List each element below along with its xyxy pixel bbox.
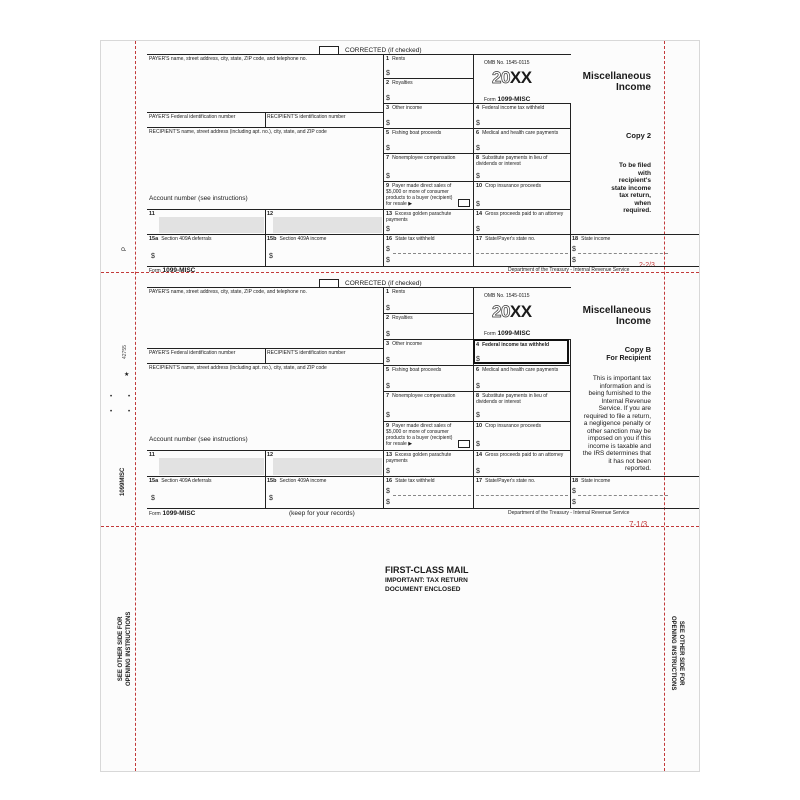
box-3-dollar: $: [386, 120, 390, 127]
form-word: Form: [484, 331, 496, 337]
box-13-dollar: $: [386, 468, 390, 475]
form-word: Form: [149, 268, 161, 274]
box-9-text: Payer made direct sales of $5,000 or more of consumer products to a buyer (recipient) for resale ▶: [386, 423, 453, 447]
year-label: [492, 68, 532, 88]
year-prefix: 20: [492, 68, 510, 87]
box-2-dollar: $: [386, 331, 390, 338]
box-16-dollar: $: [386, 257, 390, 264]
rule: [147, 287, 571, 288]
box-8-dollar: $: [476, 412, 480, 419]
box-5-num: 5: [386, 367, 390, 373]
rule: [383, 476, 699, 477]
rule: [147, 209, 383, 210]
box-1-dollar: $: [386, 70, 390, 77]
box-3-num: 3: [386, 105, 390, 111]
account-note: (see instructions): [198, 436, 248, 443]
side-line: a negligence penalty or: [583, 420, 651, 427]
form-name-box: [484, 330, 530, 337]
account-note: (see instructions): [198, 195, 248, 202]
box-18-text: State income: [581, 478, 611, 484]
box-16-dollar: $: [386, 246, 390, 253]
box-13-text: Excess golden parachute payments: [386, 211, 452, 223]
box-12-label: [267, 452, 276, 458]
box-15a-num: 15a: [149, 478, 159, 484]
corrected-label: CORRECTED (if checked): [345, 280, 422, 287]
box-17-divider: [476, 253, 568, 254]
rule: [383, 209, 571, 210]
box-14-label: [476, 211, 566, 217]
side-line: required to file a return,: [583, 412, 651, 420]
box-16-dollar: $: [386, 488, 390, 495]
rule: [147, 508, 699, 509]
important-tax-return: IMPORTANT: TAX RETURN: [385, 577, 468, 584]
box-12-num: 12: [267, 452, 274, 458]
box-2-label: [386, 315, 413, 321]
box-15a-text: Section 409A deferrals: [161, 236, 212, 242]
box-1-label: [386, 289, 405, 295]
form-word: Form: [484, 97, 496, 103]
document-enclosed: DOCUMENT ENCLOSED: [385, 586, 461, 593]
recipient-tin-label: RECIPIENT'S identification number: [267, 114, 346, 120]
payer-tin-label: PAYER'S Federal identification number: [149, 350, 236, 356]
star-mark: ★: [124, 372, 130, 378]
box-12-num: 12: [267, 211, 274, 217]
box-4-dollar: $: [476, 356, 480, 363]
account-label-text: Account number: [149, 195, 197, 202]
box-18-divider: [578, 495, 668, 496]
rule: [265, 112, 266, 127]
middle-perforation: [101, 526, 699, 527]
box-1-label: [386, 56, 405, 62]
box-4-num: 4: [476, 105, 480, 111]
box-16-dollar: $: [386, 499, 390, 506]
box-14-num: 14: [476, 211, 483, 217]
box-15b-text: Section 409A income: [279, 236, 327, 242]
box-18-label: [572, 236, 610, 242]
copy-b-side-text: [571, 375, 651, 473]
box-6-num: 6: [476, 367, 480, 373]
box-2-text: Royalties: [392, 80, 413, 86]
box-10-num: 10: [476, 423, 483, 429]
rule: [147, 348, 383, 349]
vertical-number: 42755: [122, 345, 128, 359]
box-17-label: [476, 478, 535, 484]
box-18-text: State income: [581, 236, 611, 242]
box-11-num: 11: [149, 211, 155, 217]
first-class-mail: FIRST-CLASS MAIL: [385, 565, 469, 575]
rule: [383, 234, 699, 235]
box-13-label: [386, 211, 471, 223]
box-1-num: 1: [386, 56, 390, 62]
box-3-text: Other income: [392, 341, 423, 347]
box-4-num: 4: [476, 342, 480, 348]
box-15b-dollar: $: [269, 495, 273, 502]
opening-line: OPENING INSTRUCTIONS: [126, 611, 132, 686]
box-3-dollar: $: [386, 357, 390, 364]
keep-records-note: (keep for your records): [289, 510, 355, 517]
box-2-label: [386, 80, 413, 86]
box-7-dollar: $: [386, 173, 390, 180]
form-title: [571, 71, 651, 93]
side-line: income is taxable and: [588, 442, 651, 450]
box-5-text: Fishing boat proceeds: [392, 367, 442, 373]
box-6-label: [476, 367, 558, 373]
box-1-num: 1: [386, 289, 390, 295]
department-label: Department of the Treasury - Internal Revenue Service: [508, 510, 630, 516]
year-suffix: XX: [509, 68, 532, 87]
box-9-label: [386, 183, 456, 207]
box-16-label: [386, 478, 435, 484]
omb-number: OMB No. 1545-0115: [484, 293, 530, 299]
box-9-checkbox[interactable]: [458, 440, 470, 448]
dot-mark: •: [128, 394, 131, 400]
box-17-text: State/Payer's state no.: [485, 478, 536, 484]
corrected-label: CORRECTED (if checked): [345, 47, 422, 54]
rule: [383, 450, 571, 451]
box-11-shade: [159, 458, 264, 475]
box-12-shade: [273, 458, 382, 475]
rule: [383, 153, 571, 154]
box-3-num: 3: [386, 341, 390, 347]
side-line: being furnished to the: [588, 390, 651, 397]
box-14-num: 14: [476, 452, 483, 458]
copy-2-side-text: [571, 162, 651, 215]
box-16-num: 16: [386, 478, 393, 484]
left-opening-instructions: [117, 612, 133, 686]
side-line: To be filed: [618, 162, 651, 169]
title-line-2: Income: [615, 316, 651, 327]
rule: [383, 181, 571, 182]
account-label: [149, 436, 248, 443]
rule: [383, 128, 571, 129]
box-8-num: 8: [476, 155, 480, 161]
form-name: 1099-MISC: [162, 267, 196, 274]
box-8-num: 8: [476, 393, 480, 399]
box-8-dollar: $: [476, 173, 480, 180]
box-1-text: Rents: [392, 56, 406, 62]
title-line-1: Miscellaneous: [582, 71, 651, 82]
box-8-label: [476, 155, 568, 167]
box-10-dollar: $: [476, 201, 480, 208]
recipient-tin-label: RECIPIENT'S identification number: [267, 350, 346, 356]
box-10-label: [476, 423, 541, 429]
right-opening-instructions: [669, 616, 685, 690]
opening-line: OPENING INSTRUCTIONS: [670, 616, 676, 691]
box-11-shade: [159, 217, 264, 233]
box-13-num: 13: [386, 452, 393, 458]
box-5-label: [386, 130, 441, 136]
box-18-dollar: $: [572, 257, 576, 264]
box-14-dollar: $: [476, 226, 480, 233]
box-17-label: [476, 236, 535, 242]
side-line: information and is: [599, 382, 651, 390]
box-11-label: [149, 452, 158, 458]
rule: [383, 78, 473, 79]
side-line: state income: [611, 184, 651, 192]
rule: [147, 234, 383, 235]
recipient-name-label: RECIPIENT'S name, street address (including apt. no.), city, state, and ZIP code: [149, 365, 327, 371]
box-7-text: Nonemployee compensation: [392, 393, 456, 399]
title-line-2: Income: [615, 82, 651, 93]
box-17-divider: [476, 495, 568, 496]
box-7-text: Nonemployee compensation: [392, 155, 456, 161]
box-3-text: Other income: [392, 105, 423, 111]
side-line: reported.: [624, 465, 651, 472]
copy-label: [571, 345, 651, 363]
box-5-text: Fishing boat proceeds: [392, 130, 442, 136]
box-6-dollar: $: [476, 145, 480, 152]
rule: [383, 103, 571, 104]
box-11-num: 11: [149, 452, 155, 458]
form-name: 1099-MISC: [162, 510, 196, 517]
box-15a-num: 15a: [149, 236, 159, 242]
rule: [147, 450, 383, 451]
box-6-dollar: $: [476, 383, 480, 390]
side-line: This is important tax: [592, 375, 651, 382]
box-2-text: Royalties: [392, 315, 413, 321]
rule: [383, 313, 473, 314]
box-10-text: Crop insurance proceeds: [485, 183, 541, 189]
rule: [147, 363, 383, 364]
box-13-label: [386, 452, 471, 464]
box-8-text: Substitute payments in lieu of dividends or interest: [476, 155, 548, 167]
box-8-label: [476, 393, 568, 405]
box-15a-text: Section 409A deferrals: [161, 478, 212, 484]
box-13-text: Excess golden parachute payments: [386, 452, 452, 464]
box-18-dollar: $: [572, 499, 576, 506]
box-15a-dollar: $: [151, 495, 155, 502]
box-4-text: Federal income tax withheld: [482, 342, 550, 348]
side-line: Internal Revenue: [601, 397, 651, 405]
department-label: Department of the Treasury - Internal Revenue Service: [508, 267, 630, 273]
side-line: it has not been: [608, 457, 651, 465]
box-4-dollar: $: [476, 120, 480, 127]
box-15b-dollar: $: [269, 253, 273, 260]
rule: [383, 391, 571, 392]
copy-b-label: Copy B: [624, 345, 651, 354]
box-18-dollar: $: [572, 488, 576, 495]
box-5-num: 5: [386, 130, 390, 136]
box-8-text: Substitute payments in lieu of dividends or interest: [476, 393, 548, 405]
box-16-divider: [393, 253, 471, 254]
box-2-num: 2: [386, 80, 390, 86]
box-18-divider: [578, 253, 668, 254]
box-2-dollar: $: [386, 95, 390, 102]
recipient-name-label: RECIPIENT'S name, street address (including apt. no.), city, state, and ZIP code: [149, 129, 327, 135]
box-18-num: 18: [572, 478, 579, 484]
box-14-text: Gross proceeds paid to an attorney: [485, 211, 564, 217]
box-9-label: [386, 423, 456, 447]
vertical-form-code: 1099MISC: [120, 467, 126, 496]
form-footer: [149, 267, 195, 274]
box-16-divider: [393, 495, 471, 496]
copy-b: [101, 275, 699, 525]
tick-mark-upper: 2-2/3: [639, 262, 655, 269]
omb-number: OMB No. 1545-0115: [484, 60, 530, 66]
payer-name-label: PAYER'S name, street address, city, state, ZIP code, and telephone no.: [149, 289, 307, 295]
rule: [265, 450, 266, 508]
box-15b-num: 15b: [267, 478, 277, 484]
opening-line: SEE OTHER SIDE FOR: [118, 616, 124, 682]
dot-mark: •: [110, 394, 113, 400]
box-9-num: 9: [386, 423, 390, 429]
box-15a-label: [149, 478, 212, 484]
box-13-num: 13: [386, 211, 393, 217]
vertical-p-label: P: [122, 246, 128, 251]
box-7-num: 7: [386, 155, 390, 161]
box-12-shade: [273, 217, 382, 233]
box-15b-text: Section 409A income: [279, 478, 327, 484]
opening-line: SEE OTHER SIDE FOR: [678, 620, 684, 686]
box-4-text: Federal income tax withheld: [482, 105, 545, 111]
box-14-dollar: $: [476, 468, 480, 475]
form-name: 1099-MISC: [497, 330, 531, 337]
account-label-text: Account number: [149, 436, 197, 443]
box-5-label: [386, 367, 441, 373]
box-12-label: [267, 211, 276, 217]
box-10-dollar: $: [476, 441, 480, 448]
side-line: tax return,: [619, 192, 651, 199]
payer-name-label: PAYER'S name, street address, city, state, ZIP code, and telephone no.: [149, 56, 307, 62]
title-line-1: Miscellaneous: [582, 305, 651, 316]
rule: [383, 365, 571, 366]
box-6-text: Medical and health care payments: [482, 130, 559, 136]
rule: [147, 112, 383, 113]
rule: [383, 287, 384, 508]
rule: [147, 127, 383, 128]
box-4-label: [476, 342, 549, 348]
box-6-label: [476, 130, 558, 136]
form-title: [571, 305, 651, 327]
dot-mark: •: [110, 409, 113, 415]
box-2-num: 2: [386, 315, 390, 321]
rule: [147, 476, 383, 477]
box-7-dollar: $: [386, 412, 390, 419]
box-17-num: 17: [476, 236, 483, 242]
box-7-num: 7: [386, 393, 390, 399]
payer-tin-label: PAYER'S Federal identification number: [149, 114, 236, 120]
box-13-dollar: $: [386, 226, 390, 233]
box-15a-label: [149, 236, 212, 242]
side-line: required.: [623, 207, 651, 214]
rule: [265, 209, 266, 266]
side-line: with: [638, 169, 651, 177]
side-line: when: [634, 199, 651, 207]
box-9-num: 9: [386, 183, 390, 189]
box-18-dollar: $: [572, 246, 576, 253]
side-line: Service. If you are: [598, 405, 651, 412]
rule: [473, 287, 474, 508]
year-prefix: 20: [492, 302, 510, 321]
box-3-label: [386, 105, 422, 111]
box-16-text: State tax withheld: [395, 478, 435, 484]
box-1-text: Rents: [392, 289, 406, 295]
side-line: recipient's: [618, 177, 651, 184]
box-16-text: State tax withheld: [395, 236, 435, 242]
box-18-num: 18: [572, 236, 579, 242]
rule: [265, 348, 266, 363]
rule: [383, 421, 571, 422]
account-label: [149, 195, 248, 202]
dot-mark: •: [128, 409, 131, 415]
box-5-dollar: $: [386, 383, 390, 390]
side-line: imposed on you if this: [588, 435, 651, 442]
copy-2: [101, 41, 699, 273]
rule: [147, 54, 571, 55]
box-1-dollar: $: [386, 305, 390, 312]
form-name: 1099-MISC: [497, 96, 531, 103]
box-16-num: 16: [386, 236, 393, 242]
form-name-box: [484, 96, 530, 103]
year-label: [492, 302, 532, 322]
tick-mark-lower: 7-1/3: [629, 520, 648, 529]
box-6-text: Medical and health care payments: [482, 367, 559, 373]
form-sheet: [100, 40, 700, 772]
box-3-label: [386, 341, 422, 347]
box-18-label: [572, 478, 610, 484]
box-15b-label: [267, 236, 326, 242]
copy-b-sub: For Recipient: [606, 355, 651, 362]
box-9-text: Payer made direct sales of $5,000 or more of consumer products to a buyer (recipient) for resale ▶: [386, 183, 453, 207]
side-line: the IRS determines that: [582, 450, 651, 457]
year-suffix: XX: [509, 302, 532, 321]
box-17-num: 17: [476, 478, 483, 484]
box-15b-num: 15b: [267, 236, 277, 242]
box-7-label: [386, 393, 455, 399]
box-14-label: [476, 452, 566, 458]
box-9-checkbox[interactable]: [458, 199, 470, 207]
box-15b-label: [267, 478, 326, 484]
box-16-label: [386, 236, 435, 242]
box-5-dollar: $: [386, 145, 390, 152]
box-15a-dollar: $: [151, 253, 155, 260]
form-footer: [149, 510, 195, 517]
box-6-num: 6: [476, 130, 480, 136]
box-4-label: [476, 105, 544, 111]
box-10-text: Crop insurance proceeds: [485, 423, 541, 429]
copy-label: Copy 2: [625, 131, 651, 140]
box-10-num: 10: [476, 183, 483, 189]
box-10-label: [476, 183, 541, 189]
box-17-text: State/Payer's state no.: [485, 236, 536, 242]
box-14-text: Gross proceeds paid to an attorney: [485, 452, 564, 458]
side-line: other sanction may be: [587, 427, 651, 435]
box-11-label: [149, 211, 158, 217]
box-7-label: [386, 155, 455, 161]
form-word: Form: [149, 511, 161, 517]
